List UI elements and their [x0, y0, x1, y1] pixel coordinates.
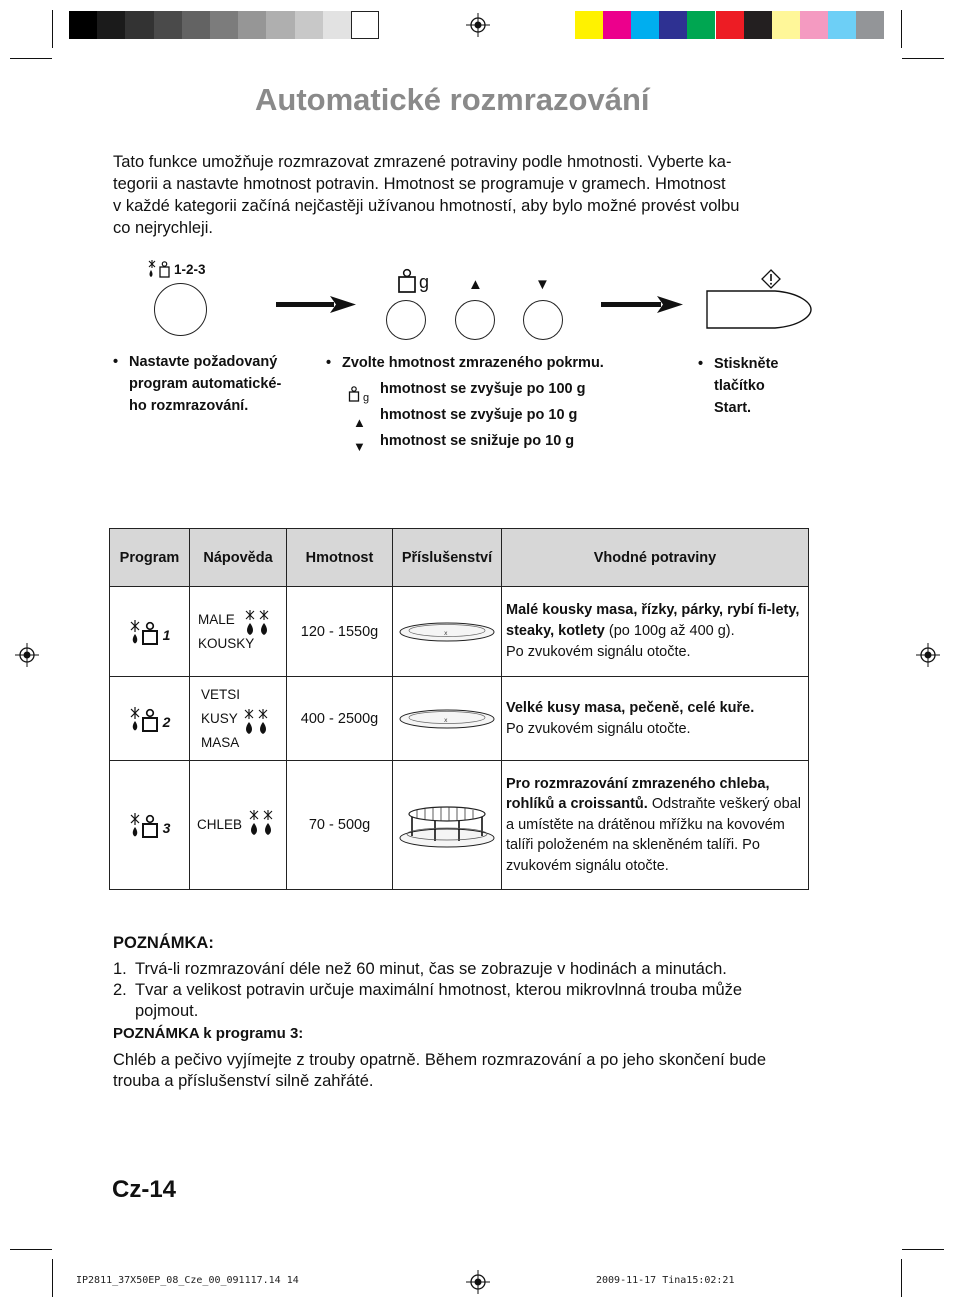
program-button[interactable] [154, 283, 207, 336]
page-title: Automatické rozmrazování [255, 82, 650, 117]
intro-line: v každé kategorii začíná nejčastěji užívanou hmotností, aby bylo možné provést volbu [113, 197, 740, 215]
intro-paragraph [113, 151, 813, 239]
help-text: MASA [201, 734, 240, 750]
step-2-line: hmotnost se zvyšuje po 100 g [380, 381, 586, 397]
color-swatch [744, 11, 772, 39]
program-cell [110, 677, 190, 761]
program-number: 2 [162, 713, 171, 730]
color-swatch [800, 11, 828, 39]
column-header: Hmotnost [287, 529, 393, 587]
color-swatch [659, 11, 687, 39]
bullet: • [698, 356, 704, 372]
food-cell [502, 587, 809, 677]
defrost-icon [148, 259, 172, 279]
column-header: Vhodné potraviny [502, 529, 809, 587]
food-cell [502, 677, 809, 761]
gray-swatch [351, 11, 379, 39]
gray-swatch [69, 11, 97, 39]
wire-rack-icon [397, 800, 497, 850]
help-cell [190, 761, 287, 890]
up-arrow-icon: ▲ [468, 276, 483, 293]
arrow-right-icon [601, 302, 661, 307]
down-arrow-icon: ▼ [535, 276, 550, 293]
program-cell [110, 587, 190, 677]
gray-swatch [238, 11, 266, 39]
start-icon [761, 269, 781, 289]
bullet: • [326, 355, 332, 371]
food-text: Odstraňte veškerý obal a umístěte na drátěnou mřížku na kovovém talíři položeném na skleněném talíři. Po zvukovém signálu otočte. [506, 796, 801, 874]
food-text: (po 100g až 400 g). [604, 623, 735, 639]
step-2-title: Zvolte hmotnost zmrazeného pokrmu. [342, 355, 604, 371]
frost-drops-icon [244, 610, 272, 638]
frost-drops-icon [248, 810, 276, 838]
program-button-label: 1-2-3 [174, 262, 206, 277]
note-item [113, 980, 809, 1022]
glass-plate-icon [394, 617, 501, 647]
weight-cell: 400 - 2500g [287, 677, 393, 761]
weight-cell: 120 - 1550g [287, 587, 393, 677]
gray-swatch [295, 11, 323, 39]
color-swatch [631, 11, 659, 39]
color-swatch [687, 11, 715, 39]
note-number: 2. [113, 981, 127, 999]
defrost-program-icon [129, 706, 161, 732]
weight-cell: 70 - 500g [287, 761, 393, 890]
arrow-head-icon [330, 296, 356, 313]
accessory-cell [393, 761, 502, 890]
step-3-line: Stiskněte [714, 356, 779, 372]
food-tail-text: Po zvukovém signálu otočte. [506, 720, 691, 737]
increase-button[interactable] [455, 300, 495, 340]
note-heading: POZNÁMKA: [113, 934, 214, 952]
bullet: • [113, 354, 119, 370]
frost-drops-icon [243, 709, 271, 737]
gray-swatch [182, 11, 210, 39]
defrost-program-table [109, 528, 809, 890]
intro-line: co nejrychleji. [113, 219, 213, 237]
up-arrow-icon: ▲ [353, 415, 366, 430]
color-swatch [856, 11, 884, 39]
food-bold-text: Velké kusy masa, pečeně, celé kuře. [506, 699, 755, 716]
start-button[interactable] [705, 288, 813, 331]
arrow-right-icon [276, 302, 334, 307]
note-text: Trvá-li rozmrazování déle než 60 minut, čas se zobrazuje v hodinách a minutách. [135, 960, 727, 978]
step-1-line: Nastavte požadovaný [129, 354, 278, 370]
food-cell [502, 761, 809, 890]
accessory-cell [393, 677, 502, 761]
help-text: KOUSKY [198, 635, 255, 651]
help-cell [190, 587, 287, 677]
defrost-program-icon [129, 619, 161, 645]
color-swatch [575, 11, 603, 39]
gray-swatch [210, 11, 238, 39]
registration-mark-icon [466, 13, 490, 37]
step-2-line: hmotnost se zvyšuje po 10 g [380, 407, 578, 423]
svg-text:x: x [443, 629, 448, 637]
table-row [110, 587, 809, 677]
step-2-line: hmotnost se snižuje po 10 g [380, 433, 575, 449]
print-file-info: IP2811_37X50EP_08_Cze_00_091117.14 14 [76, 1275, 299, 1286]
food-bold-text: Malé kousky masa, řízky, párky, rybí fi-lety, steaky, kotlety [506, 602, 800, 639]
help-text: KUSY [201, 710, 238, 726]
table-row [110, 761, 809, 890]
column-header: Nápověda [190, 529, 287, 587]
column-header: Program [110, 529, 190, 587]
print-timestamp: 2009-11-17 Tina15:02:21 [596, 1275, 735, 1286]
program-3-note-heading: POZNÁMKA k programu 3: [113, 1025, 304, 1042]
registration-mark-icon [916, 643, 940, 667]
weight-unit-label: g [419, 272, 430, 292]
color-swatch [603, 11, 631, 39]
gray-swatch [97, 11, 125, 39]
note-item [113, 959, 813, 980]
weight-button[interactable] [386, 300, 426, 340]
decrease-button[interactable] [523, 300, 563, 340]
program-cell [110, 761, 190, 890]
gray-swatch [323, 11, 351, 39]
program-number: 3 [162, 820, 171, 836]
program-number: 1 [162, 626, 171, 643]
step-3-line: Start. [714, 400, 752, 416]
page-number: Cz-14 [112, 1176, 177, 1203]
weight-g-icon [348, 386, 362, 402]
program-3-note-text: Chléb a pečivo vyjímejte z trouby opatrně. Během rozmrazování a po jeho skončení bude trouba a příslušenství silně zahřáté. [113, 1051, 767, 1090]
intro-line: Tato funkce umožňuje rozmrazovat zmrazené potraviny podle hmotnosti. Vyberte ka- [113, 153, 732, 171]
registration-mark-icon [466, 1270, 490, 1294]
step-1-line: program automatické- [129, 376, 282, 392]
intro-line: tegorii a nastavte hmotnost potravin. Hmotnost se programuje v gramech. Hmotnost [113, 175, 726, 193]
help-cell [190, 677, 287, 761]
note-text: Tvar a velikost potravin určuje maximální hmotnost, kterou mikrovlnná trouba může pojmout. [135, 981, 743, 1020]
weight-icon [396, 268, 418, 294]
glass-plate-icon [394, 704, 501, 734]
step-1-line: ho rozmrazování. [129, 398, 249, 414]
food-bold-text: Pro rozmrazování zmrazeného chleba, rohlíků a croissantů. [506, 775, 770, 813]
help-text: VETSI [201, 686, 241, 702]
weight-unit-small: g [363, 392, 370, 404]
help-text: MALE [198, 611, 235, 627]
accessory-cell [393, 587, 502, 677]
food-tail-text: Po zvukovém signálu otočte. [506, 644, 691, 660]
step-3-line: tlačítko [714, 378, 765, 394]
gray-swatch [266, 11, 294, 39]
defrost-program-icon [129, 812, 161, 838]
help-text: CHLEB [197, 817, 243, 832]
color-swatch [772, 11, 800, 39]
note-list [113, 959, 813, 1022]
registration-mark-icon [15, 643, 39, 667]
table-row [110, 677, 809, 761]
color-swatch [716, 11, 744, 39]
svg-text:x: x [443, 716, 448, 724]
note-number: 1. [113, 960, 127, 978]
color-swatch [828, 11, 856, 39]
arrow-head-icon [657, 296, 683, 313]
down-arrow-icon: ▼ [353, 439, 366, 454]
gray-swatch [125, 11, 153, 39]
column-header: Příslušenství [393, 529, 502, 587]
table-header-row [110, 529, 809, 587]
gray-swatch [154, 11, 182, 39]
